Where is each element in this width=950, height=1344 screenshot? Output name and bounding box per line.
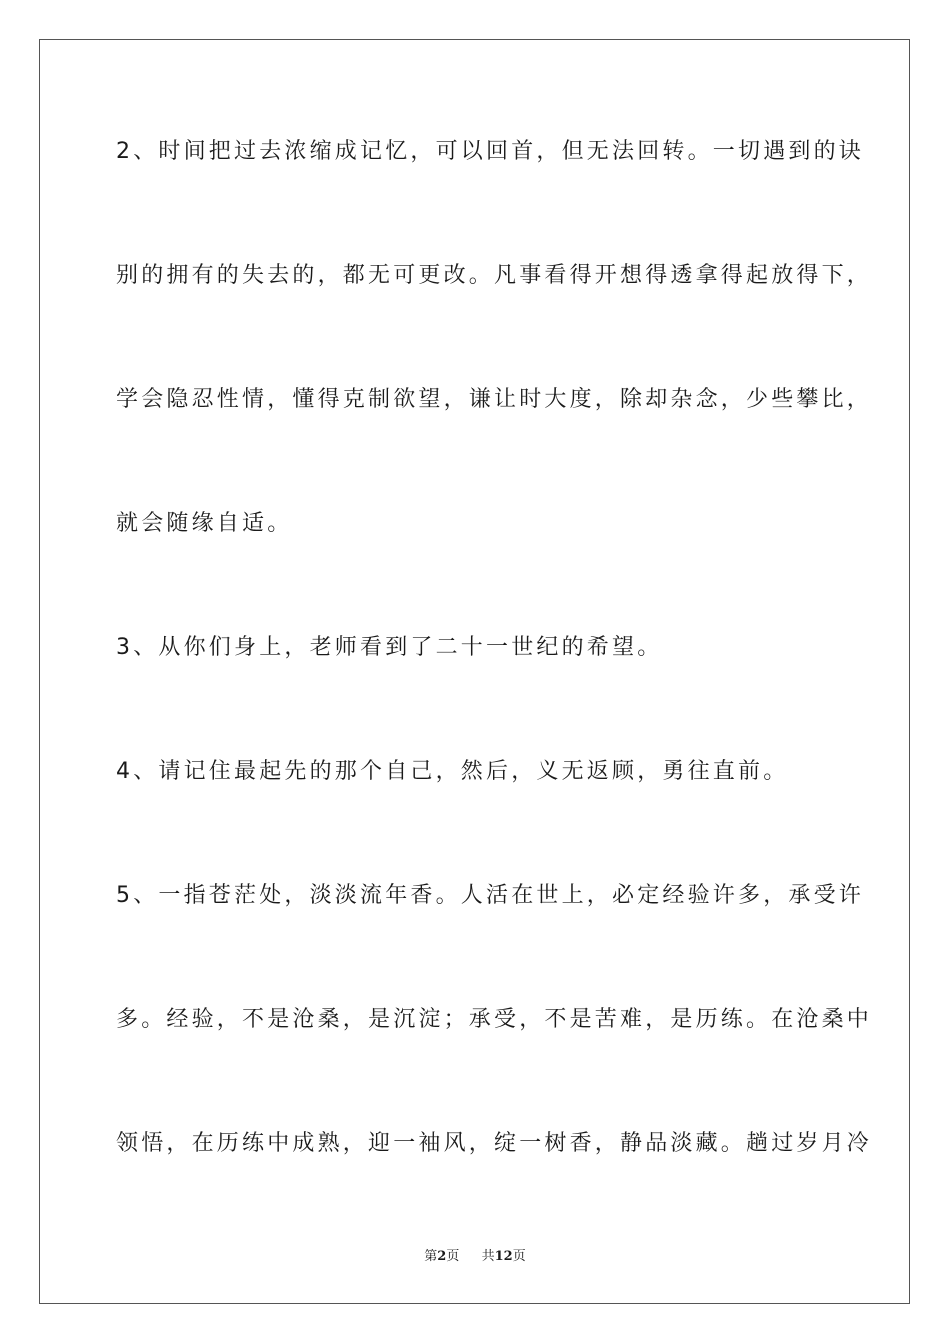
page-suffix: 页 bbox=[446, 1249, 460, 1264]
total-suffix: 页 bbox=[512, 1249, 526, 1264]
page-footer bbox=[0, 1248, 950, 1266]
paragraph-line-8: 多。经验，不是沧桑，是沉淀；承受，不是苦难，是历练。在沧桑中 bbox=[116, 1007, 873, 1032]
paragraph-line-9: 领悟，在历练中成熟，迎一袖风，绽一树香，静品淡藏。趟过岁月冷 bbox=[116, 1131, 873, 1156]
page-prefix: 第 bbox=[424, 1249, 438, 1264]
paragraph-line-4: 就会随缘自适。 bbox=[116, 511, 293, 536]
paragraph-line-1: 2、时间把过去浓缩成记忆，可以回首，但无法回转。一切遇到的诀 bbox=[116, 139, 864, 164]
current-page-number: 2 bbox=[437, 1249, 447, 1264]
paragraph-line-2: 别的拥有的失去的，都无可更改。凡事看得开想得透拿得起放得下， bbox=[116, 263, 873, 288]
total-prefix: 共 bbox=[481, 1249, 495, 1264]
page-border bbox=[39, 39, 910, 1304]
page-number bbox=[424, 1248, 459, 1266]
paragraph-line-3: 学会隐忍性情，懂得克制欲望，谦让时大度，除却杂念，少些攀比， bbox=[116, 387, 873, 412]
total-pages bbox=[482, 1248, 526, 1266]
paragraph-line-5: 3、从你们身上，老师看到了二十一世纪的希望。 bbox=[116, 635, 663, 660]
paragraph-line-6: 4、请记住最起先的那个自己，然后，义无返顾，勇往直前。 bbox=[116, 759, 789, 784]
total-page-count: 12 bbox=[494, 1249, 513, 1264]
paragraph-line-7: 5、一指苍茫处，淡淡流年香。人活在世上，必定经验许多，承受许 bbox=[116, 883, 864, 908]
